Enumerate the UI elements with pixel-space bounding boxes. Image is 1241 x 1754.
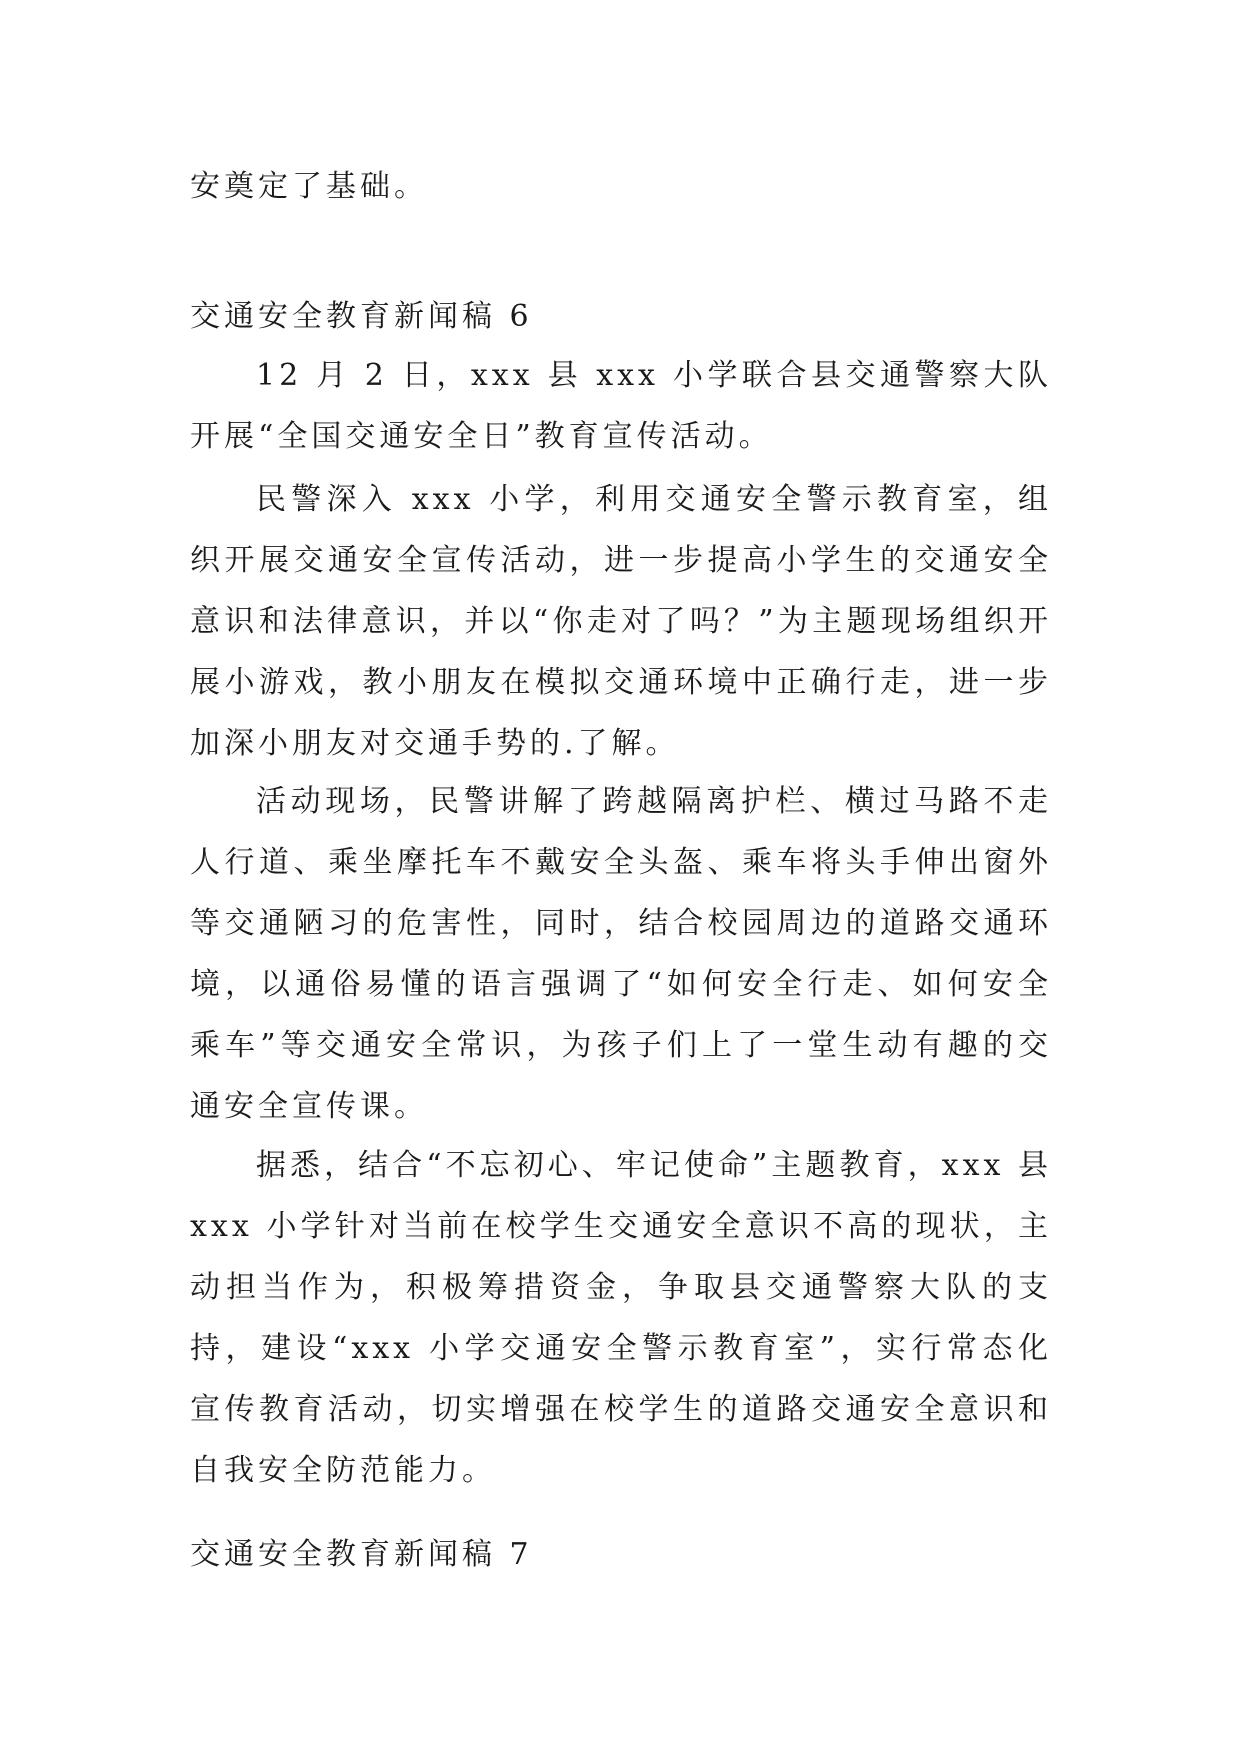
section-6-paragraph-3: 活动现场，民警讲解了跨越隔离护栏、横过马路不走人行道、乘坐摩托车不戴安全头盔、乘车将头手伸出窗外等交通陋习的危害性，同时，结合校园周边的道路交通环境，以通俗易懂的语言强调了“如何安全行走、如何安全乘车”等交通安全常识，为孩子们上了一堂生动有趣的交通安全宣传课。 bbox=[190, 784, 1052, 1124]
section-6-paragraph-2: 民警深入 xxx 小学，利用交通安全警示教育室，组织开展交通安全宣传活动，进一步提高小学生的交通安全意识和法律意识，并以“你走对了吗？”为主题现场组织开展小游戏，教小朋友在模拟交通环境中正确行走，进一步加深小朋友对交通手势的.了解。 bbox=[190, 482, 1052, 761]
continuation-text: 安奠定了基础。 bbox=[190, 169, 428, 204]
section-6-heading: 交通安全教育新闻稿 6 bbox=[190, 299, 533, 334]
section-7-heading: 交通安全教育新闻稿 7 bbox=[190, 1537, 533, 1572]
section-6-paragraph-4: 据悉，结合“不忘初心、牢记使命”主题教育，xxx 县 xxx 小学针对当前在校学生交通安全意识不高的现状，主动担当作为，积极筹措资金，争取县交通警察大队的支持，建设“xxx 小学交通安全警示教育室”，实行常态化宣传教育活动，切实增强在校学生的道路交通安全意识和自我安全防范能力。 bbox=[190, 1148, 1052, 1488]
section-6-paragraph-1: 12 月 2 日，xxx 县 xxx 小学联合县交通警察大队开展“全国交通安全日”教育宣传活动。 bbox=[190, 358, 1052, 454]
